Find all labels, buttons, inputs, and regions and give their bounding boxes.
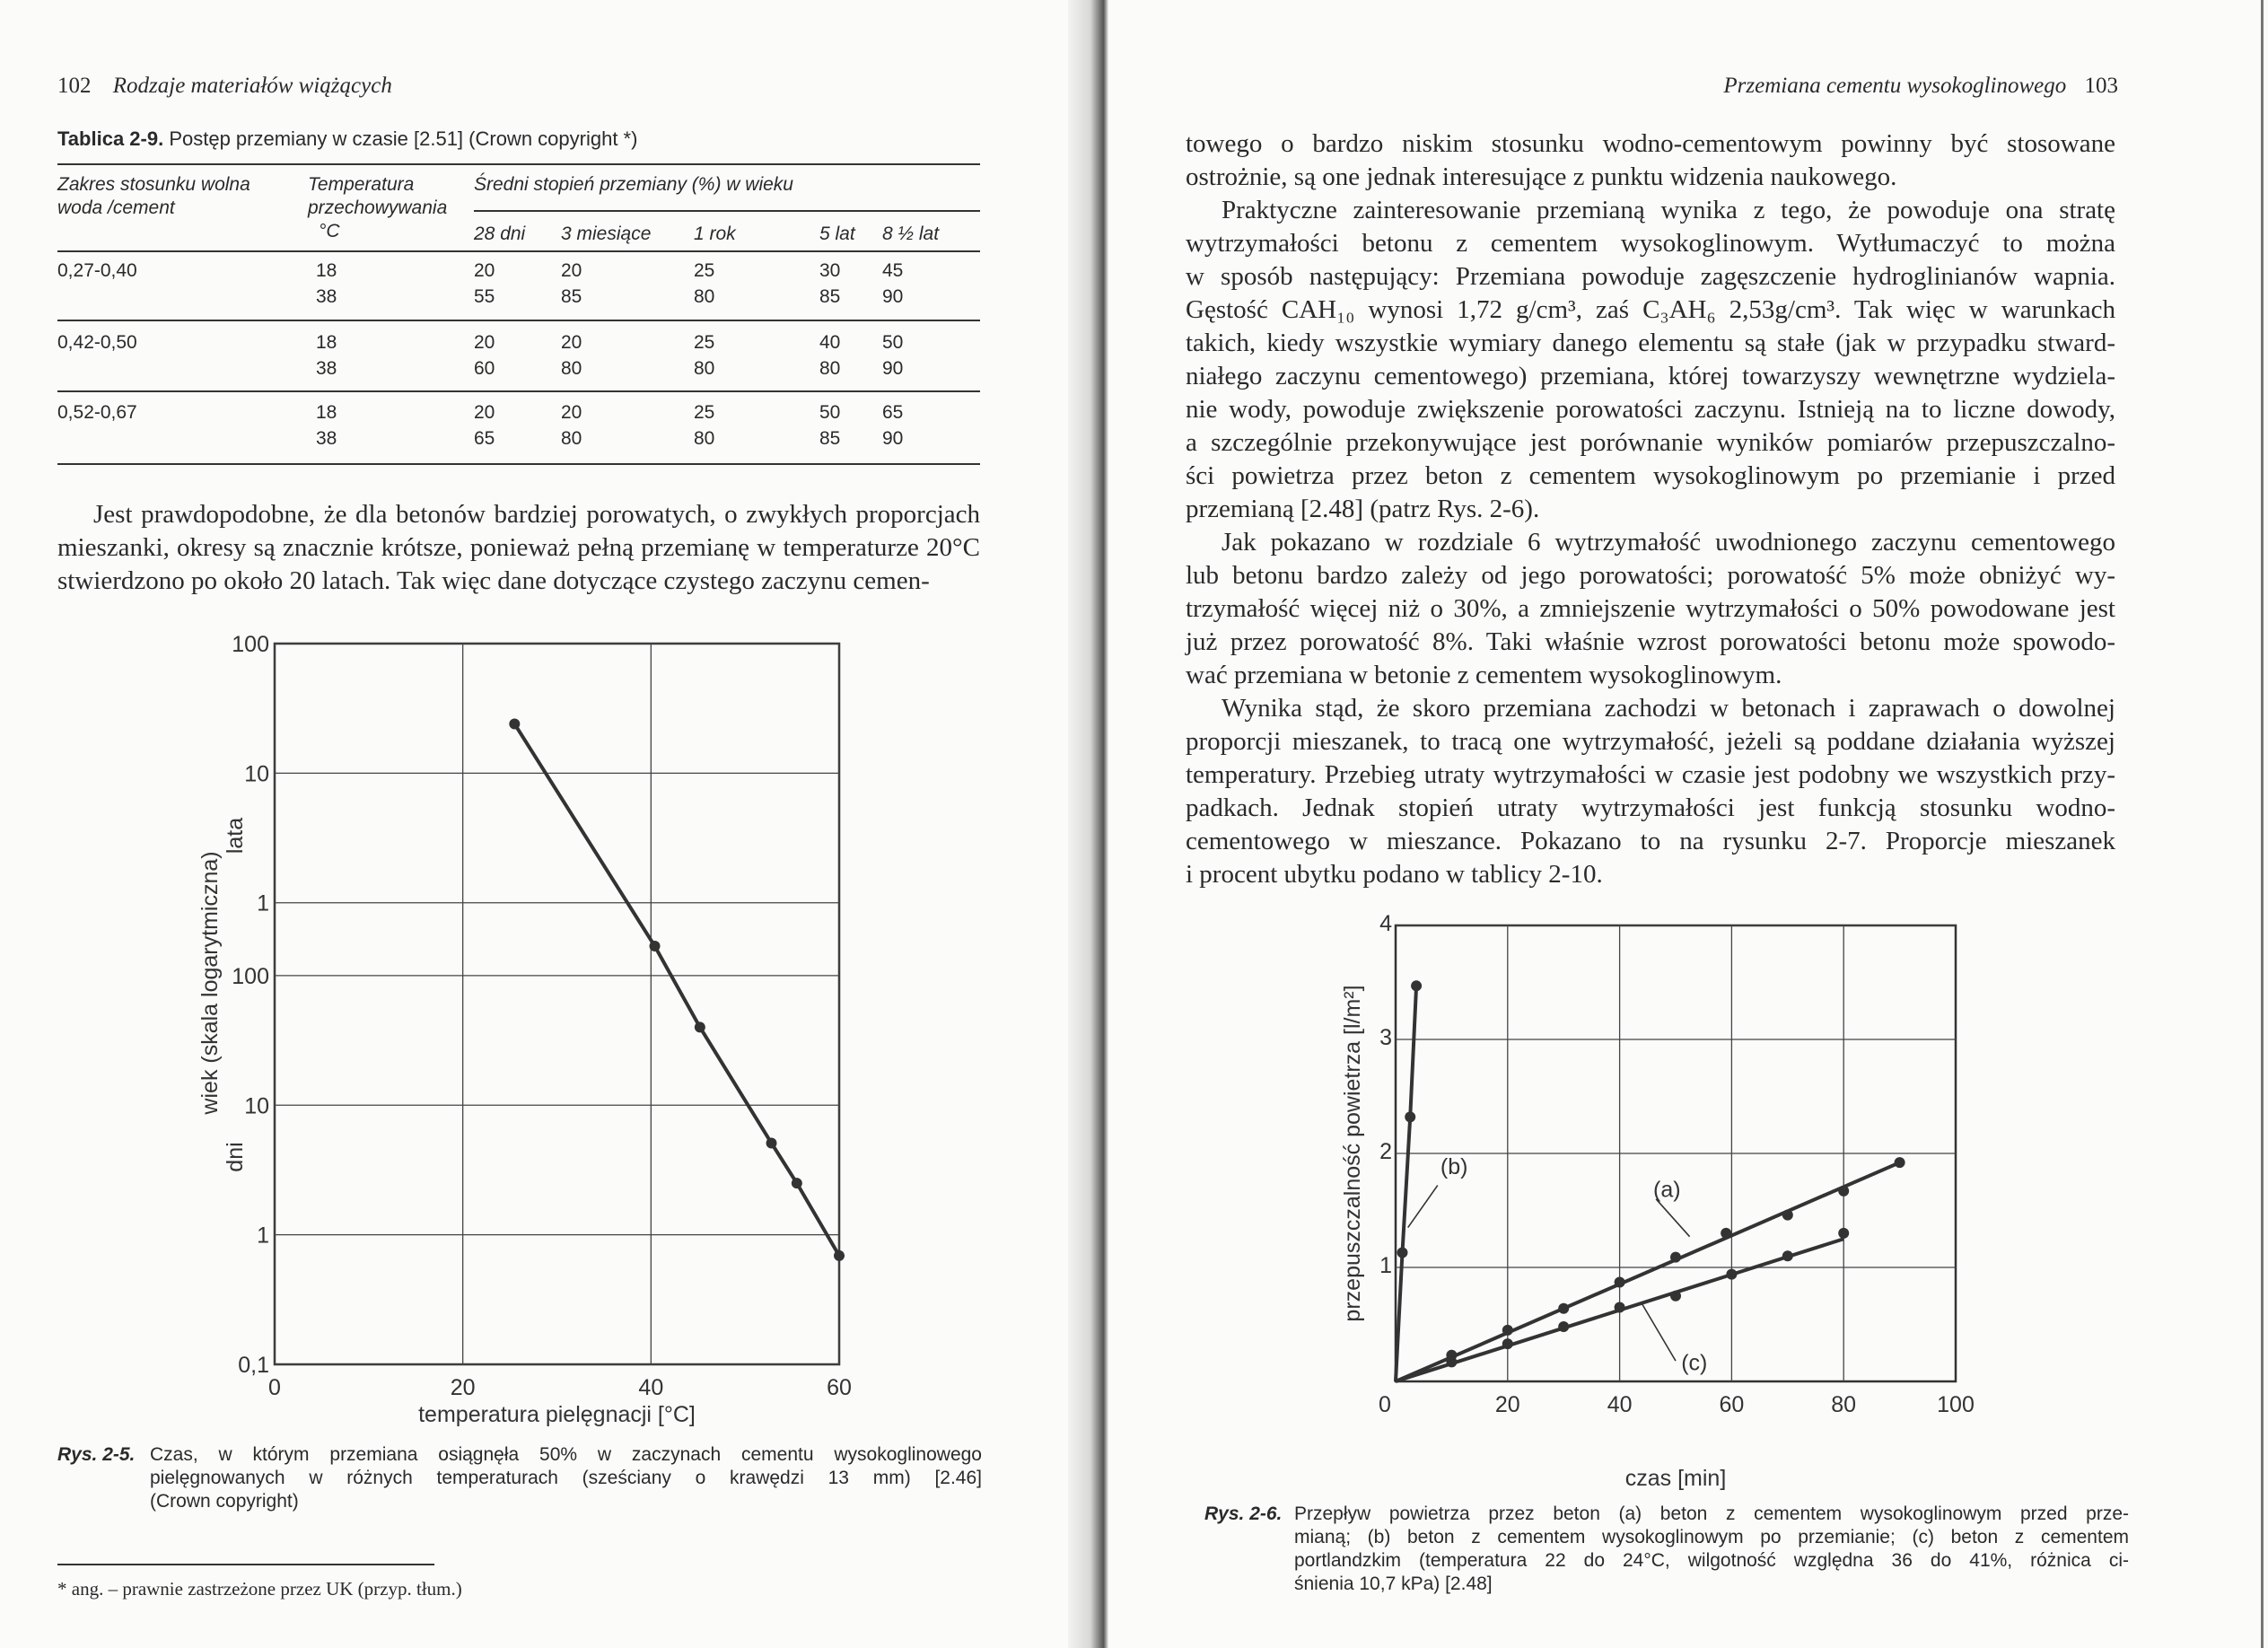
y-tick-label: 1 [257, 1223, 269, 1249]
cell-value: 65 [882, 402, 904, 423]
caption-line: śnienia 10,7 kPa) [2.48] [1294, 1573, 1493, 1594]
text-line: takich, kiedy wszystkie wymiary danego elementu są stałe (jak w przypadku stward- [1186, 329, 2115, 357]
cell-value: 20 [474, 260, 495, 281]
cell-value: 90 [882, 428, 904, 449]
running-title: Rodzaje materiałów wiążących [112, 74, 392, 98]
y-tick-label: 3 [1379, 1025, 1392, 1050]
series-label: (b) [1440, 1153, 1468, 1179]
data-point [1615, 1277, 1625, 1288]
series-label: (a) [1653, 1177, 1681, 1203]
cell-value: 80 [694, 428, 715, 449]
data-point [1895, 1157, 1905, 1168]
data-point [1615, 1302, 1625, 1312]
y-unit-lower: dni [223, 1142, 248, 1172]
header-group: Średni stopień przemiany (%) w wieku [474, 174, 793, 195]
cell-value: 40 [819, 332, 841, 353]
text-line: a szczególnie przekonywujące jest porównanie wyników pomiarów przepuszczalno- [1186, 428, 2115, 457]
data-point [1838, 1186, 1849, 1197]
header-age: 3 miesiące [561, 224, 652, 244]
header-temperature: przechowywania [308, 197, 448, 218]
caption-label: Rys. 2-5. [57, 1444, 136, 1465]
cell-value: 20 [474, 332, 495, 353]
x-tick-label: 20 [450, 1375, 476, 1400]
page-number: 102 [57, 74, 92, 98]
cell-temperature: 38 [316, 286, 337, 307]
text-line: mieszanki, okresy są znacznie krótsze, ponieważ pełną przemianę w temperaturze 20°C [57, 533, 980, 562]
cell-range: 0,42-0,50 [57, 332, 137, 353]
text-line: proporcji mieszanek, to tracą one wytrzymałość, jeżeli są poddane działania wyższej [1186, 727, 2115, 756]
header-temperature: °C [319, 221, 340, 241]
text-line: Wynika stąd, że skoro przemiana zachodzi w betonach i zaprawach o dowolnej [1222, 694, 2115, 723]
leader-arrow [1656, 1199, 1689, 1237]
cell-value: 85 [561, 286, 582, 307]
data-point [1502, 1338, 1513, 1349]
cell-value: 80 [561, 358, 582, 379]
header-age: 5 lat [819, 224, 855, 244]
data-point [1502, 1325, 1513, 1336]
cell-value: 30 [819, 260, 841, 281]
y-unit-upper: lata [223, 817, 248, 855]
data-point [1405, 1111, 1415, 1122]
x-axis-label: czas [min] [1624, 1466, 1727, 1491]
data-point [1670, 1252, 1681, 1263]
caption-line: Przepływ powietrza przez beton (a) beton z cementem wysokoglinowym przed prze- [1294, 1503, 2129, 1524]
cell-value: 90 [882, 358, 904, 379]
series-line-0 [1396, 1162, 1900, 1381]
cell-value: 20 [561, 332, 582, 353]
cell-value: 80 [819, 358, 841, 379]
text-line: cementowego w mieszance. Pokazano to na rysunku 2-7. Proporcje mieszanek [1186, 827, 2115, 855]
text-line: temperatury. Przebieg utraty wytrzymałości w czasie jest podobny we wszystkich przy- [1186, 760, 2115, 789]
text-line: lub betonu bardzo zależy od jego porowatości; porowatość 5% może obniżyć wy- [1186, 561, 2115, 590]
data-point [1838, 1228, 1849, 1239]
data-point [509, 718, 520, 729]
cell-temperature: 18 [316, 402, 337, 423]
series-line-1 [1396, 986, 1416, 1381]
caption-line: Czas, w którym przemiana osiągnęła 50% w zaczynach cementu wysokoglinowego [150, 1444, 982, 1465]
cell-value: 80 [694, 286, 715, 307]
x-tick-label: 40 [1607, 1392, 1633, 1417]
y-tick-label: 10 [244, 761, 269, 787]
running-title: Przemiana cementu wysokoglinowego [1723, 74, 2067, 98]
data-point [792, 1178, 802, 1188]
figure-caption-2-5 [57, 1443, 982, 1513]
plot-frame [275, 644, 839, 1364]
figure-caption-2-6 [1204, 1503, 2129, 1596]
text-line: przemianą [2.48] (patrz Rys. 2-6). [1186, 495, 1540, 523]
text-line: i procent ubytku podano w tablicy 2-10. [1186, 860, 1603, 889]
cell-temperature: 18 [316, 260, 337, 281]
text-line: wać przemiana w betonie z cementem wysokoglinowym. [1186, 661, 1782, 689]
text-line: nie wody, powoduje zwiększenie porowatości zaczynu. Istnieją na to liczne dowody, [1186, 395, 2115, 424]
caption-line: pielęgnowanych w różnych temperaturach (sześciany o krawędzi 13 mm) [2.46] [150, 1468, 982, 1488]
cell-value: 25 [694, 260, 715, 281]
data-point [766, 1137, 777, 1148]
text-line: ostrożnie, są one jednak interesujące z punktu widzenia naukowego. [1186, 162, 1897, 191]
cell-value: 85 [819, 286, 841, 307]
cell-range: 0,52-0,67 [57, 402, 137, 423]
y-tick-label: 100 [232, 963, 269, 989]
series-label: (c) [1681, 1350, 1708, 1376]
chart-transformation-time [0, 0, 1032, 1436]
cell-value: 25 [694, 332, 715, 353]
cell-value: 20 [474, 402, 495, 423]
page-number: 103 [2084, 74, 2118, 98]
header-age: 1 rok [694, 224, 736, 244]
cell-value: 50 [882, 332, 904, 353]
data-point [695, 1021, 705, 1032]
cell-range: 0,27-0,40 [57, 260, 137, 281]
header-age: 28 dni [474, 224, 526, 244]
x-tick-label: 80 [1831, 1392, 1857, 1417]
cell-temperature: 38 [316, 428, 337, 449]
header-range: Zakres stosunku wolna [57, 174, 250, 195]
text-line: wytrzymałości betonu z cementem wysokoglinowym. Wytłumaczyć to można [1186, 229, 2115, 258]
caption-line: mianą; (b) beton z cementem wysokoglinowym po przemianie; (c) beton z cementem [1294, 1527, 2129, 1547]
y-axis-label: przepuszczalność powietrza [l/m²] [1340, 985, 1365, 1322]
leader-arrow [1642, 1304, 1676, 1362]
cell-value: 45 [882, 260, 904, 281]
text-line: w sposób następujący: Przemiana powoduje zagęszczenie hydroglinianów wapnia. [1186, 262, 2115, 291]
y-tick-label: 1 [1379, 1253, 1392, 1278]
footnote-rule [57, 1564, 434, 1565]
text-line: stwierdzono po około 20 latach. Tak więc dane dotyczące czystego zaczynu cemen- [57, 566, 930, 595]
x-tick-label: 40 [638, 1375, 664, 1400]
series-line [514, 723, 839, 1255]
cell-temperature: 18 [316, 332, 337, 353]
text-line: trzymałość więcej niż o 30%, a zmniejszenie wytrzymałości o 50% powodowane jest [1186, 594, 2115, 623]
caption-line: (Crown copyright) [150, 1491, 299, 1512]
data-point [1411, 980, 1422, 991]
footnote: * ang. – prawnie zastrzeżone przez UK (przyp. tłum.) [57, 1578, 462, 1600]
cell-value: 25 [694, 402, 715, 423]
y-tick-label: 10 [244, 1093, 269, 1119]
y-tick-label: 100 [232, 632, 269, 657]
data-point [834, 1250, 845, 1261]
table-caption: Postęp przemiany w czasie [2.51] (Crown copyright *) [169, 127, 638, 150]
y-axis-label: wiek (skala logarytmiczna) [197, 851, 223, 1115]
cell-value: 80 [694, 358, 715, 379]
x-tick-label: 20 [1494, 1392, 1520, 1417]
data-point [1558, 1303, 1569, 1314]
data-point [1726, 1269, 1737, 1280]
header-age: 8 ½ lat [882, 224, 940, 244]
data-point [650, 941, 661, 951]
data-point [1782, 1210, 1793, 1221]
data-point [1558, 1321, 1569, 1332]
text-line: towego o bardzo niskim stosunku wodno-cementowym powinny być stosowane [1186, 129, 2115, 158]
cell-value: 85 [819, 428, 841, 449]
x-tick-label: 0 [268, 1375, 281, 1400]
chart-air-permeability [1167, 0, 2268, 1508]
text-line: niałego zaczynu cementowego) przemiana, której towarzyszy wewnętrzne wydziela- [1186, 362, 2115, 390]
book-gutter [1068, 0, 1108, 1648]
table-label: Tablica 2-9. [57, 127, 164, 150]
x-tick-label: 60 [827, 1375, 852, 1400]
caption-label: Rys. 2-6. [1204, 1503, 1283, 1524]
text-line: Gęstość CAH₁₀ wynosi 1,72 g/cm³, zaś C₃AH₆ 2,53g/cm³. Tak więc w warunkach [1186, 295, 2115, 324]
text-line: Jak pokazano w rozdziale 6 wytrzymałość uwodnionego zaczynu cementowego [1222, 528, 2115, 557]
cell-value: 55 [474, 286, 495, 307]
text-line: padkach. Jednak stopień utraty wytrzymałości jest funkcją stosunku wodno- [1186, 793, 2115, 822]
cell-value: 90 [882, 286, 904, 307]
x-tick-label: 60 [1719, 1392, 1745, 1417]
data-point [1670, 1291, 1681, 1302]
cell-value: 20 [561, 260, 582, 281]
header-temperature: Temperatura [308, 174, 415, 195]
cell-value: 20 [561, 402, 582, 423]
data-point [1446, 1356, 1457, 1367]
data-point [1721, 1228, 1731, 1239]
data-point [1782, 1250, 1793, 1261]
x-tick-label: 0 [1379, 1392, 1391, 1417]
y-tick-label: 1 [257, 890, 269, 916]
header-range: woda /cement [57, 197, 175, 218]
y-tick-label: 0,1 [238, 1353, 269, 1378]
data-point [1397, 1247, 1407, 1258]
text-line: Praktyczne zainteresowanie przemianą wynika z tego, że powoduje ona stratę [1222, 196, 2115, 224]
x-tick-label: 100 [1937, 1392, 1975, 1417]
caption-line: portlandzkim (temperatura 22 do 24°C, wilgotność względna 36 do 41%, różnica ci- [1294, 1550, 2129, 1571]
x-axis-label: temperatura pielęgnacji [°C] [418, 1402, 696, 1427]
text-line: już przez porowatość 8%. Taki właśnie wzrost porowatości betonu może spowodo- [1186, 627, 2115, 656]
cell-value: 60 [474, 358, 495, 379]
text-line: ści powietrza przez beton z cementem wysokoglinowym po przemianie i przed [1186, 461, 2115, 490]
leader-arrow [1408, 1186, 1438, 1228]
cell-temperature: 38 [316, 358, 337, 379]
cell-value: 80 [561, 428, 582, 449]
y-tick-label: 2 [1379, 1139, 1392, 1164]
y-tick-label: 4 [1379, 911, 1392, 936]
cell-value: 50 [819, 402, 841, 423]
text-line: Jest prawdopodobne, że dla betonów bardziej porowatych, o zwykłych proporcjach [93, 500, 980, 529]
cell-value: 65 [474, 428, 495, 449]
